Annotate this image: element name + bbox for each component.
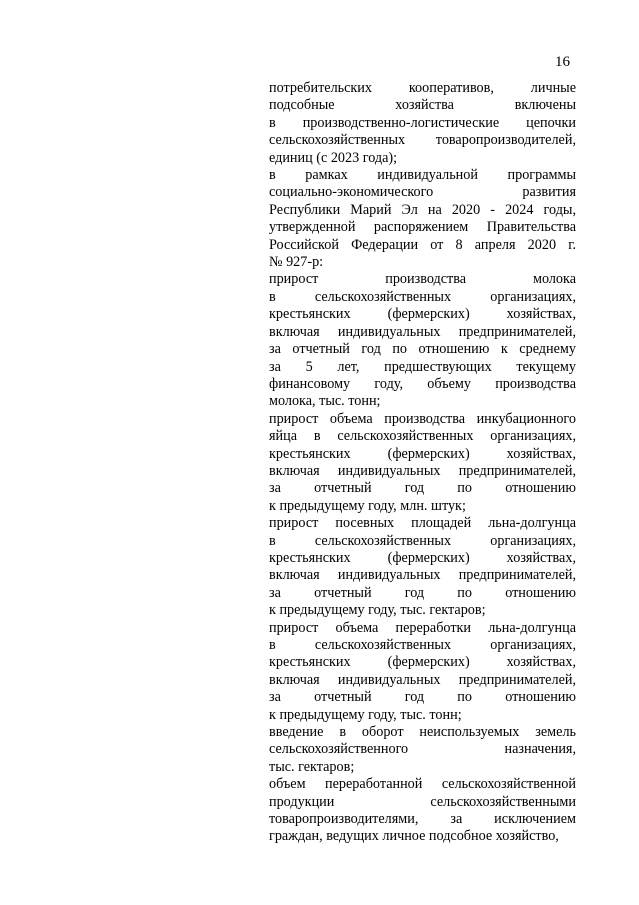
text-line: Российской Федерации от 8 апреля 2020 г. <box>269 236 576 253</box>
text-line: № 927-р: <box>269 254 324 271</box>
paragraph <box>269 776 576 846</box>
text-line: за отчетный год по отношению к среднему <box>269 341 576 358</box>
text-line: в производственно-логистические цепочки <box>269 114 576 131</box>
text-line: сельскохозяйственного назначения, <box>269 741 576 758</box>
text-line: включая индивидуальных предпринимателей, <box>269 671 576 688</box>
text-line: в сельскохозяйственных организациях, <box>269 637 576 653</box>
text-line: единиц (с 2023 года); <box>269 149 398 166</box>
text-line: молока, тыс. тонн; <box>269 393 381 410</box>
text-line: включая индивидуальных предпринимателей, <box>269 567 576 584</box>
text-line: прирост объема переработки льна-долгунца <box>269 619 576 636</box>
page-number: 16 <box>555 54 570 70</box>
text-line: объем переработанной сельскохозяйственной <box>269 776 576 793</box>
text-line: крестьянских (фермерских) хозяйствах, <box>269 654 576 671</box>
text-line: к предыдущему году, тыс. гектаров; <box>269 602 486 619</box>
text-line: за отчетный год по отношению <box>269 480 576 497</box>
paragraph <box>269 271 576 410</box>
text-line: сельскохозяйственных товаропроизводителей, <box>269 132 576 149</box>
text-line: за 5 лет, предшествующих текущему <box>269 358 576 375</box>
text-line: включая индивидуальных предпринимателей, <box>269 462 576 479</box>
text-line: в сельскохозяйственных организациях, <box>269 288 576 305</box>
text-line: яйца в сельскохозяйственных организациях, <box>269 428 576 445</box>
text-line: в рамках индивидуальной программы <box>269 167 576 184</box>
document-body <box>269 80 576 846</box>
text-line: утвержденной распоряжением Правительства <box>269 219 576 236</box>
text-line: тыс. гектаров; <box>269 758 355 775</box>
text-line: прирост производства молока <box>269 271 576 288</box>
paragraph <box>269 411 576 515</box>
text-line: граждан, ведущих личное подсобное хозяйство, <box>269 828 559 845</box>
paragraph <box>269 167 576 271</box>
text-line: за отчетный год по отношению <box>269 689 576 706</box>
text-line: потребительских кооперативов, личные <box>269 80 576 96</box>
paragraph <box>269 515 576 619</box>
text-line: крестьянских (фермерских) хозяйствах, <box>269 549 576 566</box>
paragraph <box>269 80 576 167</box>
text-line: подсобные хозяйства включены <box>269 97 576 114</box>
text-line: к предыдущему году, тыс. тонн; <box>269 706 462 723</box>
text-line: прирост объема производства инкубационного <box>269 410 576 427</box>
paragraph <box>269 620 576 724</box>
text-line: прирост посевных площадей льна-долгунца <box>269 515 576 532</box>
text-line: включая индивидуальных предпринимателей, <box>269 323 576 340</box>
text-line: Республики Марий Эл на 2020 - 2024 годы, <box>269 201 576 218</box>
text-line: крестьянских (фермерских) хозяйствах, <box>269 445 576 462</box>
text-line: к предыдущему году, млн. штук; <box>269 497 466 514</box>
text-line: введение в оборот неиспользуемых земель <box>269 724 576 741</box>
text-line: в сельскохозяйственных организациях, <box>269 532 576 549</box>
text-line: товаропроизводителями, за исключением <box>269 811 576 828</box>
text-line: за отчетный год по отношению <box>269 584 576 601</box>
text-line: социально-экономического развития <box>269 184 576 201</box>
text-line: крестьянских (фермерских) хозяйствах, <box>269 306 576 323</box>
paragraph <box>269 724 576 776</box>
text-line: продукции сельскохозяйственными <box>269 793 576 810</box>
text-line: финансовому году, объему производства <box>269 375 576 392</box>
